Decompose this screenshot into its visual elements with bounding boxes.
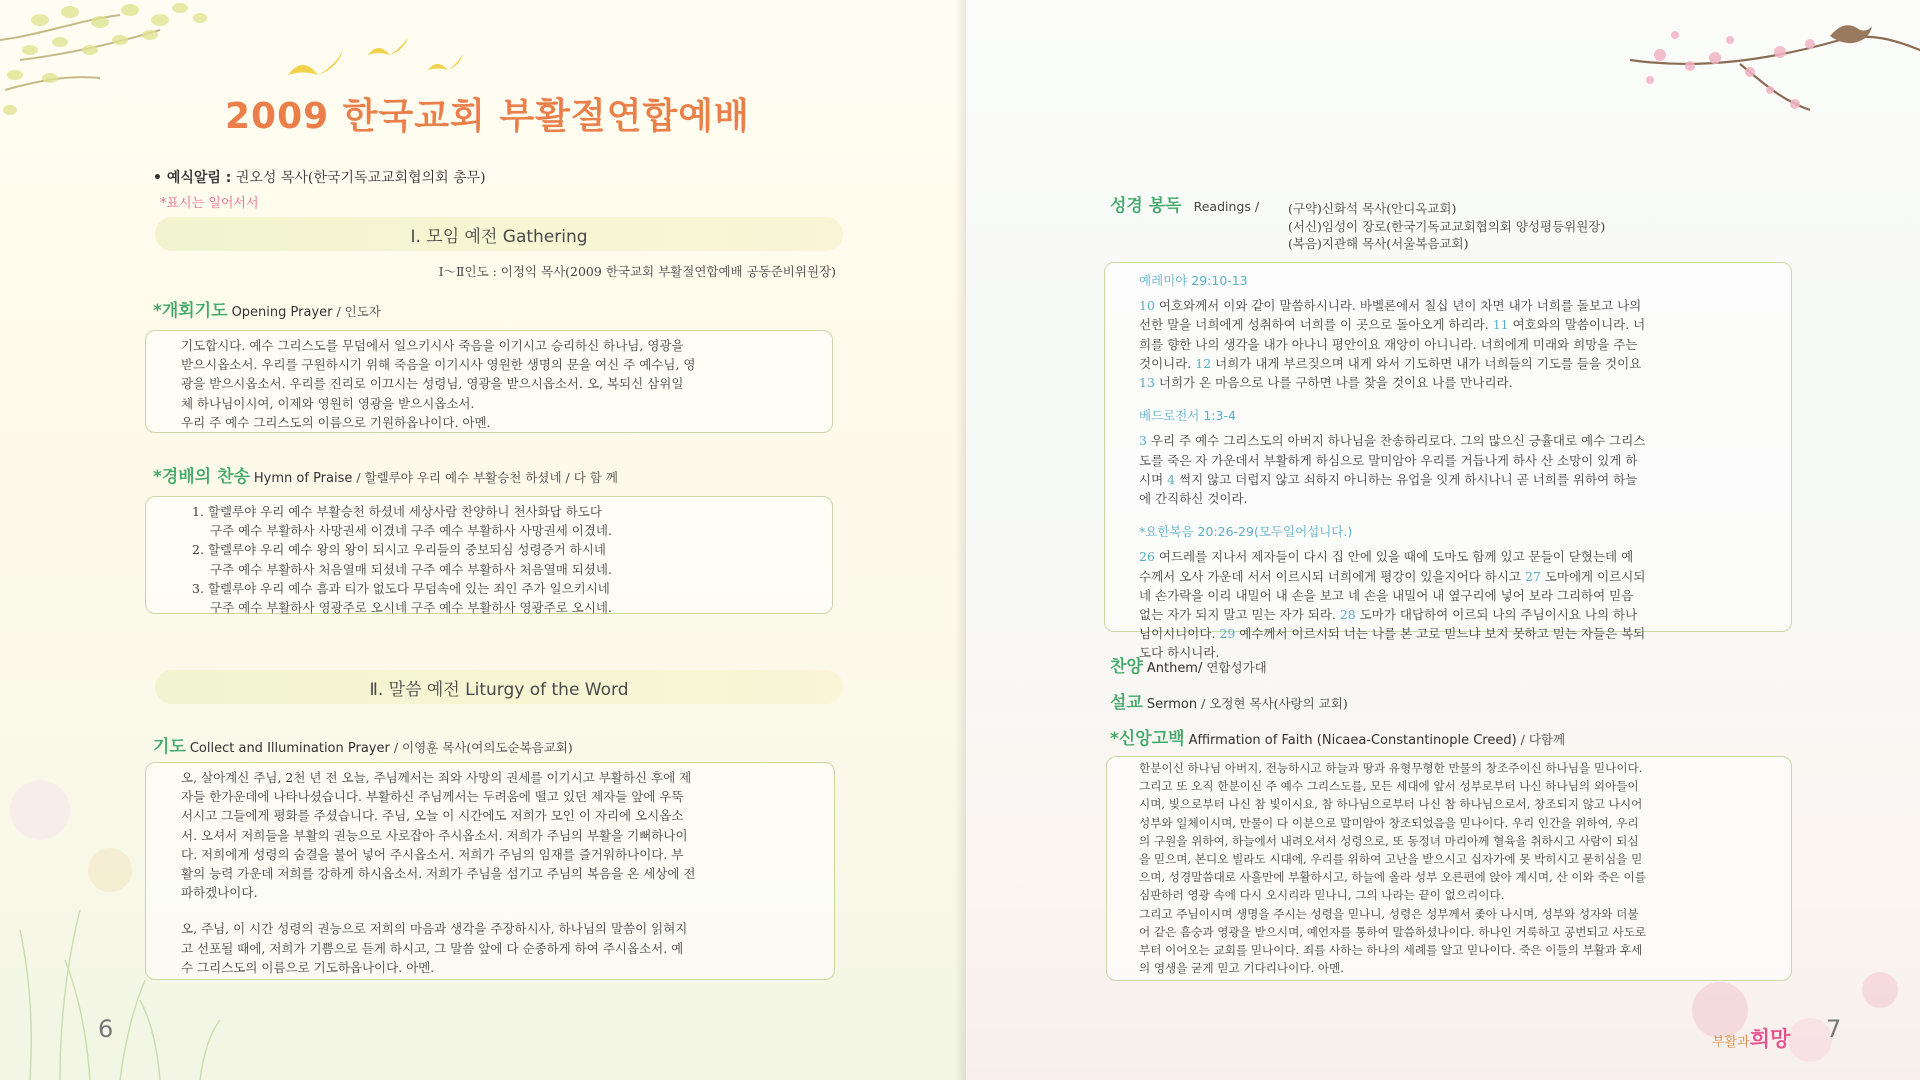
verse-text: 여드레를 지나서 제자들이 다시 집 안에 있을 때에 도마도 함께 있고 문들이 닫혔는데 예	[1154, 549, 1634, 565]
scripture-line	[1139, 451, 1771, 470]
creed-line: 시며, 빛으로부터 나신 참 빛이시요, 참 하나님으로부터 나신 참 하나님으로서, 창조되지 않고 나시어	[1139, 797, 1643, 812]
reader-line: (구약)신화석 목사(안디옥교회)	[1288, 201, 1457, 216]
collect-heading	[153, 732, 573, 757]
scripture-line	[1139, 470, 1771, 489]
section-word-bar	[155, 670, 843, 704]
collect-en: Collect and Illumination Prayer	[189, 741, 390, 756]
blossom-branch-illustration	[1620, 0, 1920, 140]
verse-text: 도를 죽은 자 가운데서 부활하게 하심으로 말미암아 우리를 거듭나게 하사 산 소망이 있게 하	[1139, 452, 1638, 468]
verse-number: 13	[1139, 375, 1155, 391]
hymn-box	[145, 496, 833, 614]
anthem-en: Anthem/	[1146, 661, 1203, 676]
sermon-ko: 설교	[1110, 693, 1143, 713]
collect-line: 다. 저희에게 성령의 숨결을 불어 넣어 주시옵소서. 저희가 주님의 임재를 즐거워하나이다. 부	[181, 846, 684, 862]
verse-text: 예수께서 이르시되 너는 나를 본 고로 믿느냐 보지 못하고 믿는 자들은 복되	[1235, 626, 1646, 642]
standing-note: *표시는 일어서서	[160, 196, 259, 211]
section-word-title: Ⅱ. 말씀 예전 Liturgy of the Word	[369, 679, 629, 700]
verse-number: 26	[1139, 549, 1155, 565]
scripture-line	[1139, 335, 1771, 354]
reader-line: (복음)지관해 목사(서울복음교회)	[1288, 236, 1469, 251]
verse-number: 11	[1492, 317, 1509, 333]
brand-big: 희망	[1749, 1027, 1791, 1051]
scripture-line	[1139, 605, 1771, 624]
scripture-line	[1139, 547, 1771, 566]
collect-rest: / 이영훈 목사(여의도순복음교회)	[393, 740, 573, 755]
hymn-en: Hymn of Praise	[253, 471, 353, 486]
scripture-line	[1139, 567, 1771, 586]
verse-text: 여호와께서 이와 같이 말씀하시니라. 바벨론에서 칠십 년이 차면 내가 너희를 돌보고 나의	[1154, 298, 1642, 314]
scripture-line	[1139, 431, 1771, 450]
readings-en: Readings /	[1193, 199, 1260, 214]
creed-line: 심판하러 영광 속에 다시 오시리라 믿나니, 그의 나라는 끝이 없으리이다.	[1139, 888, 1505, 903]
verse-text: 도마에게 이르시되	[1540, 568, 1646, 584]
scripture-text	[1139, 431, 1771, 508]
collect-line: 활의 능력 가운데 저희를 강하게 하시옵소서. 저희가 주님을 섬기고 주님의 복음을 온 세상에 전	[181, 866, 696, 882]
opening-prayer-line: 우리 주 예수 그리스도의 이름으로 기원하옵나이다. 아멘.	[181, 414, 491, 430]
verse-text: 도마가 대답하여 이르되 나의 주님이시요 나의 하나	[1355, 607, 1638, 623]
readings-heading	[1110, 198, 1259, 216]
verse-text: 없는 자가 되지 말고 믿는 자가 되라.	[1139, 607, 1340, 623]
hymn-ko: *경배의 찬송	[153, 467, 250, 487]
creed-rest: / 다함께	[1520, 732, 1566, 747]
opening-prayer-line: 체 하나님이시여, 이제와 영원히 영광을 받으시옵소서.	[181, 395, 475, 411]
verse-number: 12	[1195, 355, 1212, 371]
officiant-line	[153, 167, 486, 187]
opening-prayer-line: 광을 받으시옵소서. 우리를 진리로 이끄시는 성령님, 영광을 받으시옵소서. 오, 복되신 삼위일	[181, 376, 684, 392]
reader-line: (서신)임성이 장로(한국기독교교회협의회 양성평등위원장)	[1288, 218, 1606, 234]
verse-number: 27	[1524, 568, 1541, 584]
scripture-line	[1139, 586, 1771, 605]
hymn-verse-line: 1. 할렐루야 우리 예수 부활승천 하셨네 세상사람 찬양하니 천사화답 하도다	[192, 504, 602, 519]
scripture-line	[1139, 373, 1771, 392]
creed-ko: *신앙고백	[1110, 729, 1185, 749]
collect-ko: 기도	[153, 737, 186, 757]
verse-text: 에 간직하신 것이라.	[1139, 491, 1248, 507]
verse-text: 여호와의 말씀이니라. 너	[1508, 317, 1646, 333]
creed-line: 그리고 또 오직 한분이신 주 예수 그리스도를, 모든 세대에 앞서 성부로부터 나신 하나님의 외아들이	[1139, 779, 1639, 794]
opening-prayer-rest: / 인도자	[336, 304, 381, 319]
verse-number: 10	[1139, 298, 1155, 314]
scripture-line	[1139, 296, 1771, 315]
collect-line: 오, 살아계신 주님, 2천 년 전 오늘, 주님께서는 죄와 사망의 권세를 이기시고 부활하신 후에 제	[181, 770, 692, 785]
section-gathering-bar	[155, 217, 843, 251]
verse-text: 너희가 내게 부르짖으며 내게 와서 기도하면 내가 너희들의 기도를 들을 것이요	[1211, 355, 1642, 371]
page-number-right: 7	[1826, 1015, 1842, 1043]
readers-list	[1288, 200, 1605, 253]
readings-ko: 성경 봉독	[1110, 196, 1182, 216]
verse-text: 희를 향한 나의 생각을 내가 아나니 평안이요 재앙이 아니니라. 너희에게 미래와 희망을 주는	[1139, 336, 1638, 352]
scripture-line	[1139, 354, 1771, 373]
hymn-verse-line: 구주 예수 부활하사 처음열매 되셨네 구주 예수 부활하사 처음열매 되셨네.	[210, 561, 612, 577]
worship-leader-line: Ⅰ～Ⅱ인도 : 이정익 목사(2009 한국교회 부활절연합예배 공동준비위원장)	[438, 264, 836, 279]
collect-line: 고 선포될 때에, 저희가 기쁨으로 듣게 하시고, 그 말씀 앞에 다 순종하게 하여 주시옵소서. 예	[181, 940, 684, 956]
opening-prayer-line: 받으시옵소서. 우리를 구원하시기 위해 죽음을 이기시사 영원한 생명의 문을 여신 주 예수님, 영	[181, 357, 696, 373]
verse-text: 선한 말을 너희에게 성취하여 너희를 이 곳으로 돌아오게 하리라.	[1139, 317, 1493, 333]
creed-line: 성부와 일체이시며, 만물이 다 이분으로 말미암아 창조되었음을 믿나이다. 우리 인간을 위하여, 우리	[1139, 815, 1639, 830]
verse-text: 수께서 오사 가운데 서서 이르시되 너희에게 평강이 있을지어다 하시고	[1139, 568, 1525, 584]
officiant-label: • 예식알림 :	[153, 170, 232, 186]
verse-text: 너희가 온 마음으로 나를 구하면 나를 찾을 것이요 나를 만나리라.	[1154, 375, 1513, 391]
readings-box	[1104, 262, 1792, 661]
creed-line: 한분이신 하나님 아버지, 전능하시고 하늘과 땅과 유형무형한 만물의 창조주이신 하나님을 믿나이다.	[1139, 761, 1643, 775]
verse-text: 시며	[1139, 471, 1168, 487]
scripture-line	[1139, 624, 1771, 643]
creed-box	[1106, 756, 1792, 981]
creed-line: 을 믿으며, 본디오 빌라도 시대에, 우리를 위하여 고난을 받으시고 십자가에 못 박히시고 묻히심을 믿	[1139, 852, 1643, 867]
creed-line: 그리고 주님이시며 생명을 주시는 성령을 믿나니, 성령은 성부께서 좇아 나시며, 성부와 성자와 더불	[1139, 906, 1639, 921]
verse-text: 우리 주 예수 그리스도의 아버지 하나님을 찬송하리로다. 그의 많으신 긍휼대로 예수 그리스	[1146, 433, 1646, 449]
sermon-en: Sermon	[1146, 697, 1198, 712]
verse-text: 님이시니이다.	[1139, 626, 1220, 642]
verse-text: 네 손가락을 이리 내밀어 내 손을 보고 네 손을 내밀어 내 옆구리에 넣어 보라 그리하여 믿음	[1139, 587, 1634, 603]
scripture-text	[1139, 547, 1771, 662]
tree-branch-illustration	[0, 0, 260, 150]
opening-prayer-line: 기도합시다. 예수 그리스도를 무덤에서 일으키시사 죽음을 이기시고 승리하신 하나님, 영광을	[181, 338, 684, 353]
verse-text: 도다 하시니라.	[1139, 645, 1220, 661]
verse-number: 29	[1219, 626, 1236, 642]
opening-prayer-ko: *개회기도	[153, 301, 228, 321]
collect-line: 서. 오셔서 저희들을 부활의 권능으로 사로잡아 주시옵소서. 저희가 주님의 부활을 기뻐하나이	[181, 827, 688, 843]
creed-en: Affirmation of Faith (Nicaea-Constantinople Creed)	[1188, 733, 1517, 748]
page-number-left: 6	[98, 1015, 114, 1043]
section-gathering-title: Ⅰ. 모임 예전 Gathering	[410, 226, 588, 247]
opening-prayer-en: Opening Prayer	[231, 305, 333, 320]
opening-prayer-box	[145, 330, 833, 433]
verse-text: 썩지 않고 더럽지 않고 쇠하지 아니하는 유업을 잇게 하시나니 곧 너희를 위하여 하늘	[1175, 471, 1638, 487]
verse-number: 3	[1139, 433, 1147, 449]
creed-line: 의 구원을 위하여, 하늘에서 내려오셔서 성령으로, 또 동정녀 마리아께 혈육을 취하시고 사람이 되심	[1139, 833, 1639, 848]
scripture-line	[1139, 315, 1771, 334]
booklet-brand	[1712, 1023, 1790, 1053]
scripture-line	[1139, 489, 1771, 508]
collect-line: 자들 한가운데에 나타나셨습니다. 부활하신 주님께서는 두려움에 떨고 있던 제자들 앞에 우뚝	[181, 789, 684, 805]
hymn-verse-line: 구주 예수 부활하사 사망권세 이겼네 구주 예수 부활하사 사망권세 이겼네.	[210, 523, 612, 539]
creed-line: 의 영생을 굳게 믿고 기다리나이다. 아멘.	[1139, 961, 1344, 976]
verse-number: 28	[1339, 607, 1356, 623]
hymn-verse-line: 3. 할렐루야 우리 예수 흠과 티가 없도다 무덤속에 있는 죄인 주가 일으키시네	[192, 580, 610, 596]
creed-line: 부터 이어오는 교회를 믿나이다. 죄를 사하는 하나의 세례를 알고 믿나이다. 죽은 이들의 부활과 후세	[1139, 943, 1643, 958]
scripture-reference: *요한복음 20:26-29(모두일어섭니다.)	[1139, 524, 1353, 540]
creed-line: 으며, 성경말씀대로 사흘만에 부활하시고, 하늘에 올라 성부 오른편에 앉아 계시며, 산 이와 죽은 이를	[1139, 870, 1646, 885]
collect-line: 오, 주님, 이 시간 성령의 권능으로 저희의 마음과 생각을 주장하시사, 하나님의 말씀이 읽혀지	[181, 921, 688, 937]
verse-number: 4	[1167, 471, 1176, 487]
hymn-verse-line: 구주 예수 부활하사 영광주로 오시네 구주 예수 부활하사 영광주로 오시네.	[210, 600, 612, 616]
page-title: 2009 한국교회 부활절연합예배	[225, 96, 750, 137]
collect-line: 수 그리스도의 이름으로 기도하옵나이다. 아멘.	[181, 959, 435, 975]
anthem-ko: 찬양	[1110, 657, 1143, 677]
collect-line: 파하겠나이다.	[181, 885, 258, 901]
scripture-reference: 예레미야 29:10-13	[1139, 273, 1248, 288]
scripture-text	[1139, 296, 1771, 392]
opening-prayer-heading	[153, 296, 381, 321]
scripture-reference: 베드로전서 1:3-4	[1139, 408, 1236, 424]
verse-text: 것이니라.	[1139, 355, 1196, 371]
creed-line: 어 같은 흠숭과 영광을 받으시며, 예언자를 통하여 말씀하셨나이다. 하나인 거룩하고 공번되고 사도로	[1139, 924, 1647, 939]
anthem-heading	[1110, 652, 1267, 677]
hymn-verse-line: 2. 할렐루야 우리 예수 왕의 왕이 되시고 우리들의 중보되심 성령증거 하시네	[192, 542, 606, 558]
sermon-heading	[1110, 688, 1348, 713]
anthem-rest: 연합성가대	[1206, 660, 1267, 675]
hymn-heading	[153, 462, 618, 487]
collect-line: 서시고 그들에게 평화를 주셨습니다. 주님, 오늘 이 시간에도 저희가 모인 이 자리에 오시옵소	[181, 808, 684, 824]
brand-small: 부활과	[1712, 1035, 1750, 1050]
paragraph-spacer	[181, 902, 812, 919]
collect-prayer-box	[145, 762, 835, 980]
officiant-value: 권오성 목사(한국기독교교회협의회 총무)	[235, 170, 486, 186]
scripture-passages	[1139, 271, 1771, 663]
hymn-rest: / 할렐루야 우리 예수 부활승천 하셨네 / 다 함 께	[356, 470, 618, 485]
creed-heading	[1110, 724, 1565, 749]
sermon-rest: / 오정현 목사(사랑의 교회)	[1201, 696, 1348, 711]
